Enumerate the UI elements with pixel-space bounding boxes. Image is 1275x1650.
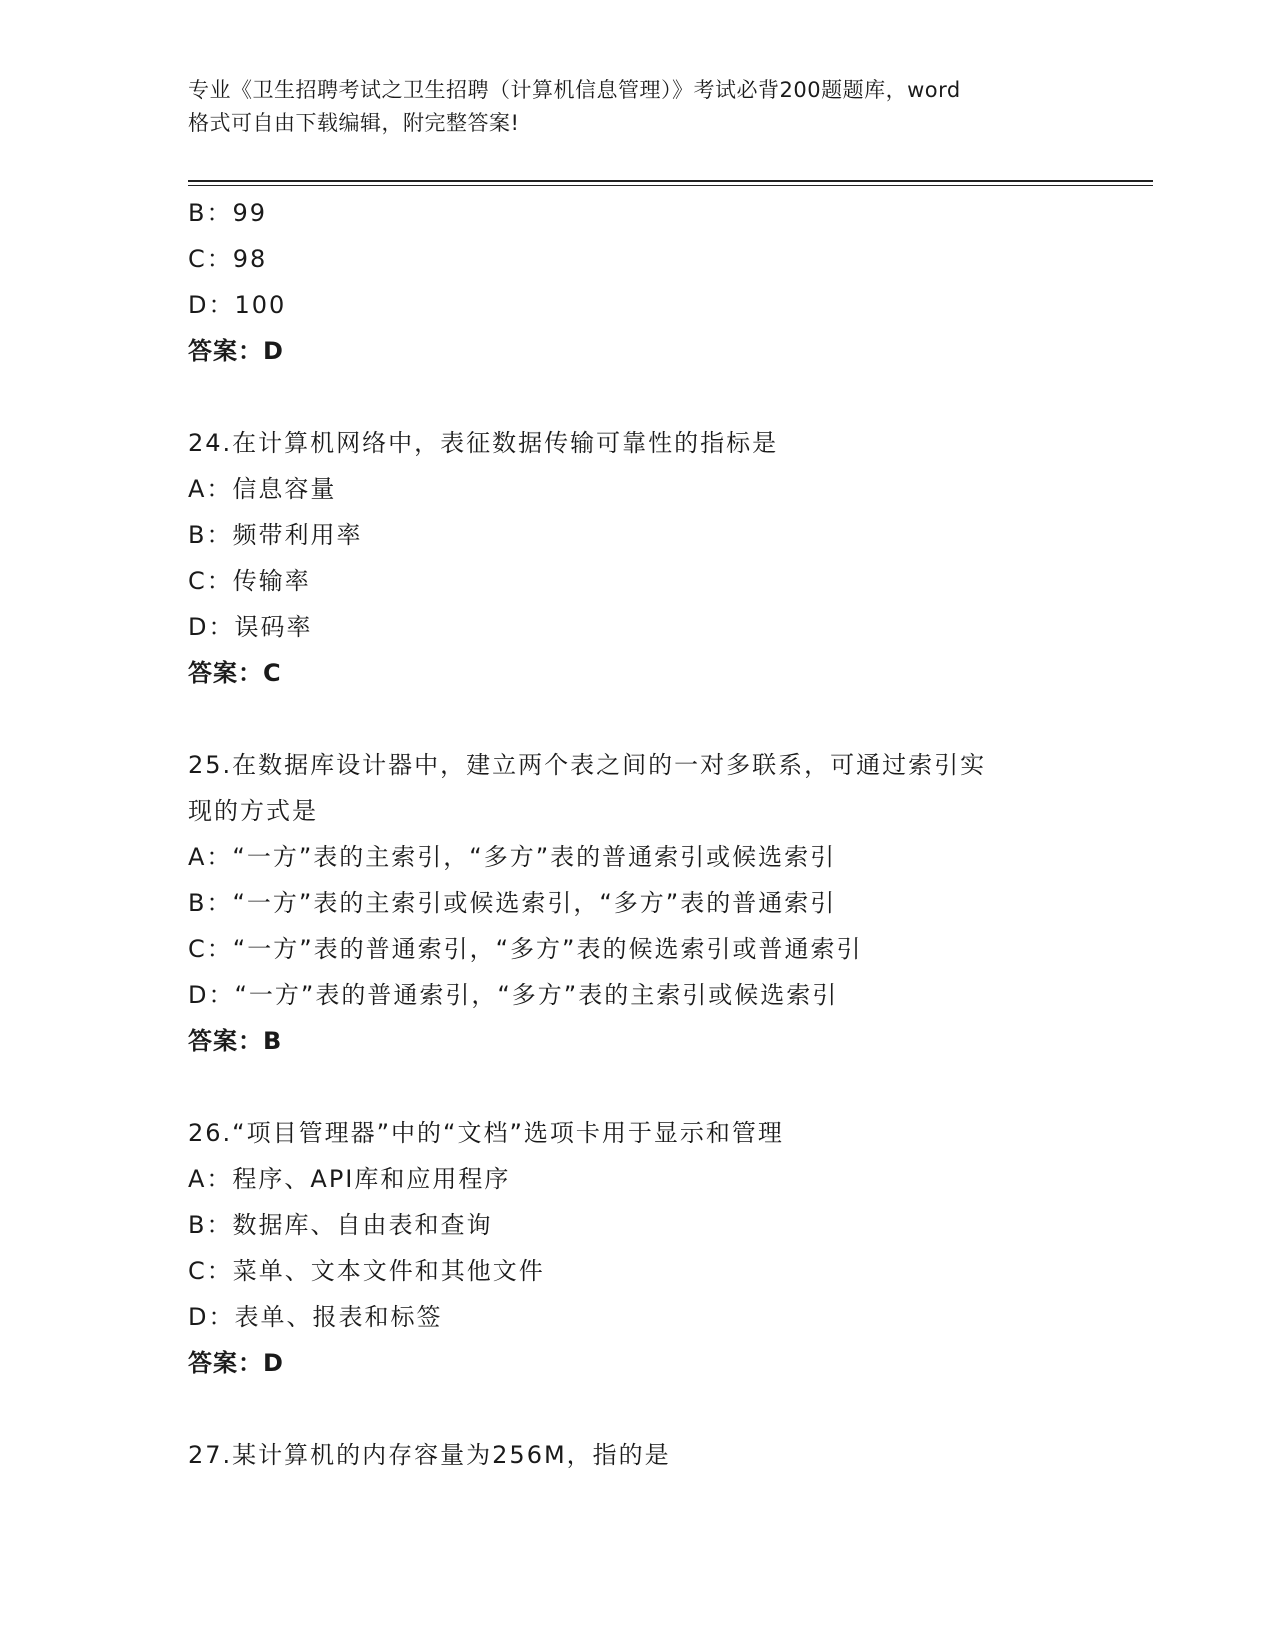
option-d: D：“一方”表的普通索引，“多方”表的主索引或候选索引 [188,981,839,1009]
document-header [188,74,1088,140]
option-b: B：99 [188,199,268,227]
option-d: D：100 [188,291,287,319]
header-title-line-1: 专业《卫生招聘考试之卫生招聘（计算机信息管理）》考试必背200题题库，word [188,78,961,102]
question-text-line-1: 25.在数据库设计器中，建立两个表之间的一对多联系，可通过索引实 [188,751,987,779]
answer-line: 答案：D [188,337,284,365]
answer-line: 答案：B [188,1027,283,1055]
question-text: 27.某计算机的内存容量为256M，指的是 [188,1441,671,1469]
option-b: B：数据库、自由表和查询 [188,1211,493,1239]
option-c: C：“一方”表的普通索引，“多方”表的候选索引或普通索引 [188,935,863,963]
option-a: A：程序、API库和应用程序 [188,1165,511,1193]
option-b: B：频带利用率 [188,521,363,549]
option-d: D：误码率 [188,613,313,641]
question-text-line-2: 现的方式是 [188,797,318,825]
question-27 [188,1432,1138,1478]
option-d: D：表单、报表和标签 [188,1303,443,1331]
option-a: A：“一方”表的主索引，“多方”表的普通索引或候选索引 [188,843,837,871]
option-c: C：菜单、文本文件和其他文件 [188,1257,545,1285]
option-c: C：98 [188,245,268,273]
answer-line: 答案：D [188,1349,284,1377]
header-divider-thick [188,180,1153,182]
answer-line: 答案：C [188,659,282,687]
question-24 [188,420,1138,696]
question-text: 26.“项目管理器”中的“文档”选项卡用于显示和管理 [188,1119,784,1147]
question-text: 24.在计算机网络中，表征数据传输可靠性的指标是 [188,429,779,457]
option-b: B：“一方”表的主索引或候选索引，“多方”表的普通索引 [188,889,837,917]
option-c: C：传输率 [188,567,311,595]
header-title-line-2: 格式可自由下载编辑，附完整答案! [188,111,520,135]
question-list [188,190,1138,1478]
question-25 [188,742,1138,1064]
question-26 [188,1110,1138,1386]
header-divider-thin [188,185,1153,186]
question-23-continued [188,190,1138,374]
option-a: A：信息容量 [188,475,337,503]
